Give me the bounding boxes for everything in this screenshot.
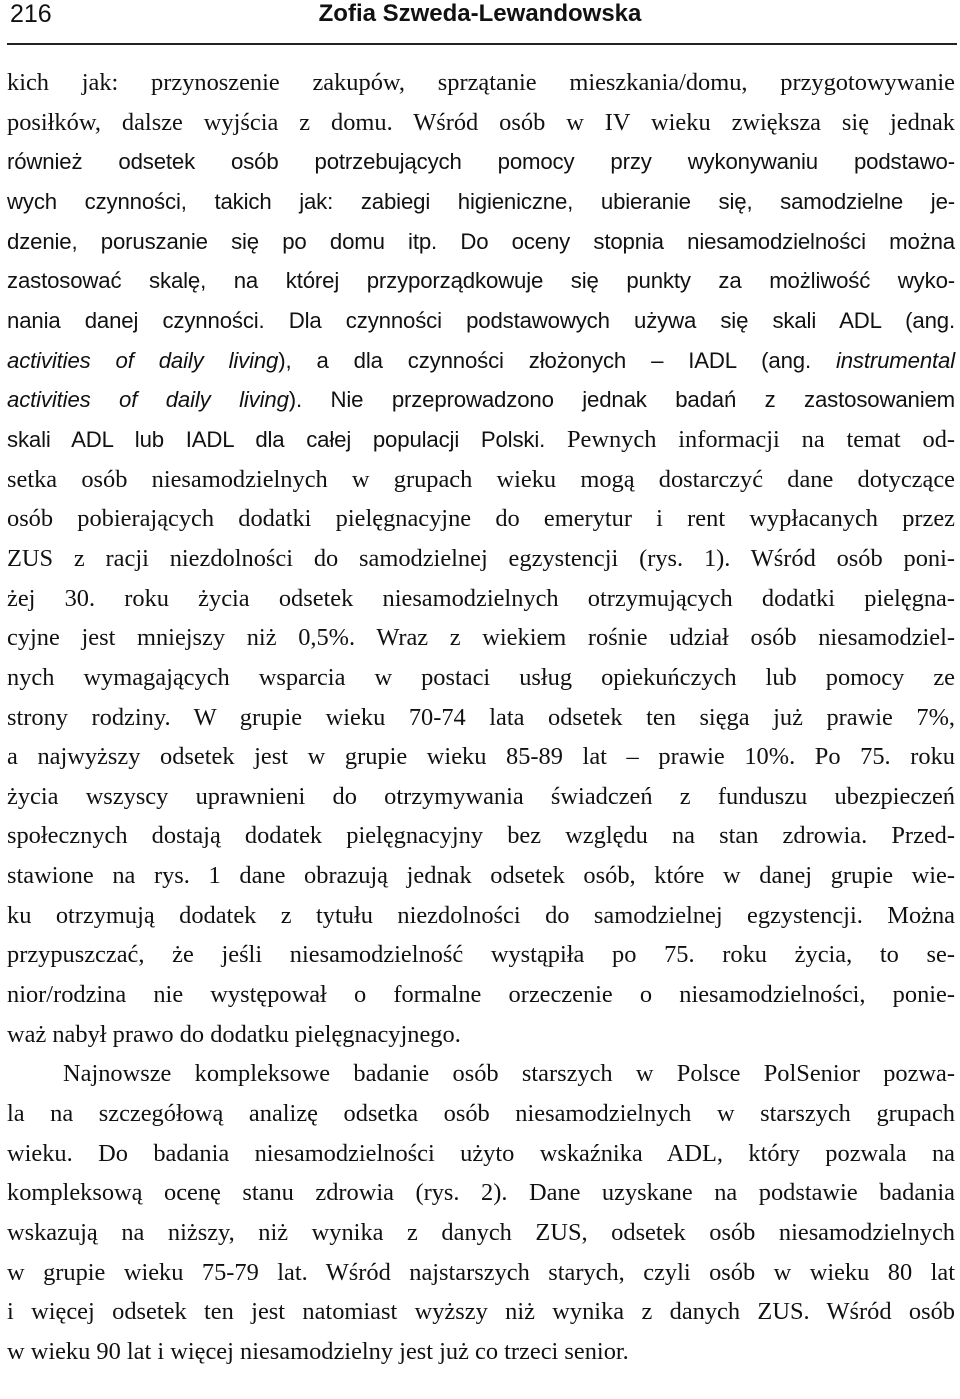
italic-term: activities of daily living — [7, 387, 289, 413]
text-segment: również odsetek osób potrzebujących pomocy przy wykonywaniu podstawo- — [7, 149, 955, 175]
page-header — [0, 0, 960, 44]
text-line — [7, 1094, 955, 1134]
text-segment: ), a dla czynności złożonych – IADL (ang. — [278, 347, 836, 373]
body-text — [7, 63, 955, 1372]
text-segment: strony rodziny. W grupie wieku 70-74 lata odsetek ten sięga już prawie 7%, — [7, 703, 955, 731]
text-line — [7, 499, 955, 539]
text-segment: i więcej odsetek ten jest natomiast wyższy niż wynika z danych ZUS. Wśród osób — [7, 1298, 955, 1326]
text-segment: w wieku 90 lat i więcej niesamodzielny jest już co trzeci senior. — [7, 1338, 629, 1365]
text-line — [7, 698, 955, 738]
text-line — [7, 737, 955, 777]
text-segment: ku otrzymują dodatek z tytułu niezdolności do samodzielnej egzystencji. Można — [7, 901, 955, 929]
text-line — [7, 63, 955, 103]
text-line — [7, 539, 955, 579]
text-line — [7, 1292, 955, 1332]
text-line — [7, 142, 955, 182]
text-line — [7, 1173, 955, 1213]
text-line — [7, 380, 955, 420]
text-line — [7, 896, 955, 936]
text-segment: la na szczegółową analizę odsetka osób niesamodzielnych w starszych grupach — [7, 1100, 955, 1128]
text-line — [7, 777, 955, 817]
text-line — [7, 579, 955, 619]
text-line — [7, 1134, 955, 1174]
text-segment: nior/rodzina nie występował o formalne orzeczenie o niesamodzielności, ponie- — [7, 981, 955, 1009]
text-segment: życia wszyscy uprawnieni do otrzymywania świadczeń z funduszu ubezpieczeń — [7, 782, 955, 810]
text-segment: kich jak: przynoszenie zakupów, sprzątanie mieszkania/domu, przygotowywanie — [7, 69, 955, 96]
italic-term: instrumental — [835, 347, 955, 373]
text-line — [7, 618, 955, 658]
text-segment: nych wymagających wsparcia w postaci usług opiekuńczych lub pomocy ze — [7, 663, 955, 691]
header-rule — [7, 43, 957, 45]
text-segment: wieku. Do badania niesamodzielności użyto wskaźnika ADL, który pozwala na — [7, 1139, 955, 1167]
text-line — [7, 420, 955, 460]
text-segment: stawione na rys. 1 dane obrazują jednak odsetek osób, które w danej grupie wie- — [7, 862, 955, 890]
text-line — [7, 816, 955, 856]
text-segment: osób pobierających dodatki pielęgnacyjne do emerytur i rent wypłacanych przez — [7, 505, 955, 533]
text-segment: nania danej czynności. Dla czynności podstawowych używa się skali ADL (ang. — [7, 307, 955, 333]
text-segment: a najwyższy odsetek jest w grupie wieku 85-89 lat – prawie 10%. Po 75. roku — [7, 743, 955, 771]
text-segment: skali ADL lub IADL dla całej populacji Polski. — [7, 426, 546, 452]
text-line — [7, 658, 955, 698]
text-line — [7, 341, 955, 381]
text-line — [7, 460, 955, 500]
text-segment: ). Nie przeprowadzono jednak badań z zastosowaniem — [288, 387, 956, 413]
text-segment: setka osób niesamodzielnych w grupach wieku mogą dostarczyć dane dotyczące — [7, 465, 955, 493]
text-line — [7, 1332, 955, 1372]
text-segment: wych czynności, takich jak: zabiegi higieniczne, ubieranie się, samodzielne je- — [7, 188, 955, 214]
text-segment: wskazują na niższy, niż wynika z danych ZUS, odsetek osób niesamodzielnych — [7, 1219, 955, 1247]
text-line — [7, 1253, 955, 1293]
text-segment: Pewnych informacji na temat od- — [545, 425, 956, 453]
text-segment: w grupie wieku 75-79 lat. Wśród najstarszych starych, czyli osób w wieku 80 lat — [7, 1258, 955, 1286]
text-line — [7, 1054, 955, 1094]
text-segment: żej 30. roku życia odsetek niesamodzielnych otrzymujących dodatki pielęgna- — [7, 584, 955, 612]
text-segment: zastosować skalę, na której przyporządkowuje się punkty za możliwość wyko- — [7, 268, 955, 294]
text-segment: kompleksową ocenę stanu zdrowia (rys. 2). Dane uzyskane na podstawie badania — [7, 1179, 955, 1207]
text-line — [7, 301, 955, 341]
text-line — [7, 103, 955, 143]
text-line — [7, 1015, 955, 1055]
text-segment: Najnowsze kompleksowe badanie osób starszych w Polsce PolSenior pozwa- — [63, 1060, 955, 1088]
text-segment: waż nabył prawo do dodatku pielęgnacyjnego. — [7, 1020, 461, 1048]
text-line — [7, 856, 955, 896]
text-line — [7, 261, 955, 301]
text-line — [7, 935, 955, 975]
text-segment: przypuszczać, że jeśli niesamodzielność wystąpiła po 75. roku życia, to se- — [7, 941, 955, 969]
text-segment: cyjne jest mniejszy niż 0,5%. Wraz z wiekiem rośnie udział osób niesamodziel- — [7, 624, 955, 652]
text-segment: posiłków, dalsze wyjścia z domu. Wśród osób w IV wieku zwiększa się jednak — [7, 108, 955, 136]
text-line — [7, 1213, 955, 1253]
text-segment: ZUS z racji niezdolności do samodzielnej egzystencji (rys. 1). Wśród osób poni- — [7, 544, 955, 572]
page-number: 216 — [10, 0, 52, 28]
text-line — [7, 222, 955, 262]
running-head-author: Zofia Szweda-Lewandowska — [318, 0, 642, 27]
text-line — [7, 975, 955, 1015]
italic-term: activities of daily living — [7, 347, 279, 373]
text-segment: dzenie, poruszanie się po domu itp. — [7, 228, 438, 254]
text-segment: społecznych dostają dodatek pielęgnacyjny bez względu na stan zdrowia. Przed- — [7, 822, 955, 850]
text-segment: Do oceny stopnia niesamodzielności można — [437, 228, 955, 254]
text-line — [7, 182, 955, 222]
